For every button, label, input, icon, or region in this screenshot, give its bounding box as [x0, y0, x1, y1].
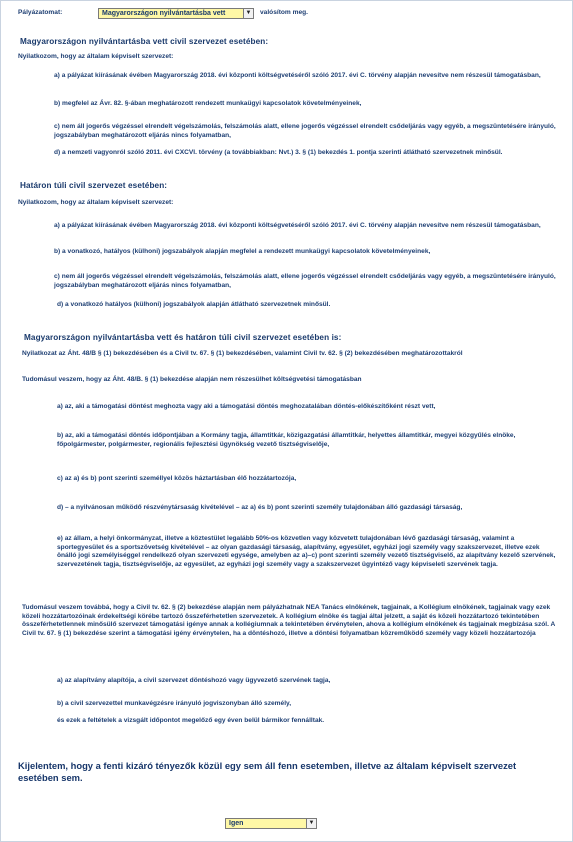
section2-item-c: c) nem áll jogerős végzéssel elrendelt végelszámolás, felszámolás alatt, ellene jogerős végzéssel elrendelt csődeljárás vagy egyéb, a megszüntetésére irányuló, jogszabályban meghatározott eljárás nincs folyamatban, — [54, 273, 556, 289]
section3-item-e: e) az állam, a helyi önkormányzat, illetve a köztestület legalább 50%-os közvetlen vagy közvetett tulajdonában lévő gazdasági társaság, valamint a sportegyesület és a sportszövetség kivételével – az olyan gazdasági társaság, alapítvány, egyesület, egyházi jogi személy vagy szakszervezet, illetve ezek önálló jogi személyiséggel rendelkező olyan szervezeti egysége, amelyben az a)–c) pont szerinti személy vezető tisztségviselő, az alapítvány kezelő szervének, szervezetének tagja, tisztségviselője, az egyesület, az egyházi jogi személy vagy a szakszervezet ügyintéző vagy képviseleti szervének tagja. — [57, 535, 556, 568]
section3-item-b: b) az, aki a támogatási döntés időpontjában a Kormány tagja, államtitkár, közigazgatási államtitkár, helyettes államtitkár, megyei közgyűlés elnöke, főpolgármester, polgármester, regionális fejlesztési ügynökség vezető tisztségviselője, — [57, 432, 516, 448]
section3-heading: Magyarországon nyilvántartásba vett és határon túli civil szervezet esetében is: — [24, 333, 342, 342]
section3-item-d: d) – a nyilvánosan működő részvénytársaság kivételével – az a) és b) pont szerinti személy tulajdonában álló gazdasági társaság, — [57, 504, 463, 511]
section4-tail: és ezek a feltételek a vizsgált időpontot megelőző egy éven belül bármikor fennálltak. — [57, 717, 325, 724]
section3-item-c: c) az a) és b) pont szerinti személlyel közös háztartásban élő hozzátartozója, — [57, 475, 297, 482]
section1-intro: Nyilatkozom, hogy az általam képviselt szervezet: — [18, 53, 174, 60]
applicant-suffix: valósítom meg. — [260, 9, 309, 16]
section1-item-c: c) nem áll jogerős végzéssel elrendelt végelszámolás, felszámolás alatt, ellene jogerős végzéssel elrendelt csődeljárás vagy egyéb, a megszüntetésére irányuló, jogszabályban meghatározott eljárás nincs folyamatban, — [54, 123, 556, 139]
registration-select[interactable] — [98, 8, 254, 19]
section4-item-a: a) az alapítvány alapítója, a civil szervezet döntéshozó vagy ügyvezető szervének tagja, — [57, 677, 331, 684]
chevron-down-icon[interactable]: ▼ — [243, 9, 253, 18]
section4-item-b: b) a civil szervezettel munkavégzésre irányuló jogviszonyban álló személy, — [57, 700, 292, 707]
final-declaration: Kijelentem, hogy a fenti kizáró tényezők közül egy sem áll fenn esetemben, illetve az általam képviselt szervezet esetében sem. — [18, 760, 517, 783]
section4-paragraph: Tudomásul veszem továbbá, hogy a Civil tv. 62. § (2) bekezdése alapján nem pályázhatnak NEA Tanács elnökének, tagjainak, a Kollégium elnökének, tagjainak vagy ezek közeli hozzátartozóinak érdekeltségi körébe tartozó összeférhetetlen szervezetek. A kollégium elnöke és tagjai által jelzett, a saját és közeli hozzátartozó tekintetében összeférhetetlennek minősülő szervezet támogatási igénye annak a kollégiumnak a tekintetében érvénytelen, ahova a kollégium elnökének és tagjainak megbízása szól. A Civil tv. 67. § (1) bekezdése szerint a támogatási igény érvénytelen, ha a döntéshozó, illetve a döntési folyamatban közreműködő személy vagy közeli hozzátartozója — [22, 604, 556, 637]
section2-heading: Határon túli civil szervezet esetében: — [20, 181, 168, 190]
chevron-down-icon[interactable]: ▼ — [306, 819, 316, 828]
section2-item-a: a) a pályázat kiírásának évében Magyarország 2018. évi központi költségvetéséről szóló 2017. évi C. törvény alapján nevesítve nem részesül támogatásban, — [54, 222, 541, 229]
section2-item-b: b) a vonatkozó, hatályos (külhoni) jogszabályok alapján megfelel a rendezett munkaügyi kapcsolatok követelményeinek, — [54, 248, 431, 255]
section3-intro: Nyilatkozat az Áht. 48/B § (1) bekezdésében és a Civil tv. 67. § (1) bekezdésében, valamint Civil tv. 62. § (2) bekezdésében meghatározottakról — [22, 350, 463, 357]
section1-item-a: a) a pályázat kiírásának évében Magyarország 2018. évi központi költségvetéséről szóló 2017. évi C. törvény alapján nevesítve nem részesül támogatásban, — [54, 72, 541, 79]
section1-item-b: b) megfelel az Ávr. 82. §-ában meghatározott rendezett munkaügyi kapcsolatok követelményeinek, — [54, 100, 362, 107]
declaration-select[interactable] — [225, 818, 317, 829]
section2-item-d: d) a vonatkozó hatályos (külhoni) jogszabályok alapján átlátható szervezetnek minősül. — [57, 301, 331, 308]
applicant-label: Pályázatomat: — [18, 9, 63, 16]
section2-intro: Nyilatkozom, hogy az általam képviselt szervezet: — [18, 199, 174, 206]
section1-item-d: d) a nemzeti vagyonról szóló 2011. évi CXCVI. törvény (a továbbiakban: Nvt.) 3. § (1) bekezdés 1. pontja szerinti átlátható szervezetnek minősül. — [54, 149, 503, 156]
registration-select-value: Magyarországon nyilvántartásba vett — [102, 10, 226, 17]
section3-intro2: Tudomásul veszem, hogy az Áht. 48/B. § (1) bekezdése alapján nem részesülhet költségvetési támogatásban — [22, 376, 362, 383]
declaration-select-value: Igen — [229, 820, 244, 827]
section3-item-a: a) az, aki a támogatási döntést meghozta vagy aki a támogatási döntés meghozatalában döntés-előkészítőként részt vett, — [57, 403, 436, 410]
section1-heading: Magyarországon nyilvántartásba vett civil szervezet esetében: — [20, 37, 269, 46]
